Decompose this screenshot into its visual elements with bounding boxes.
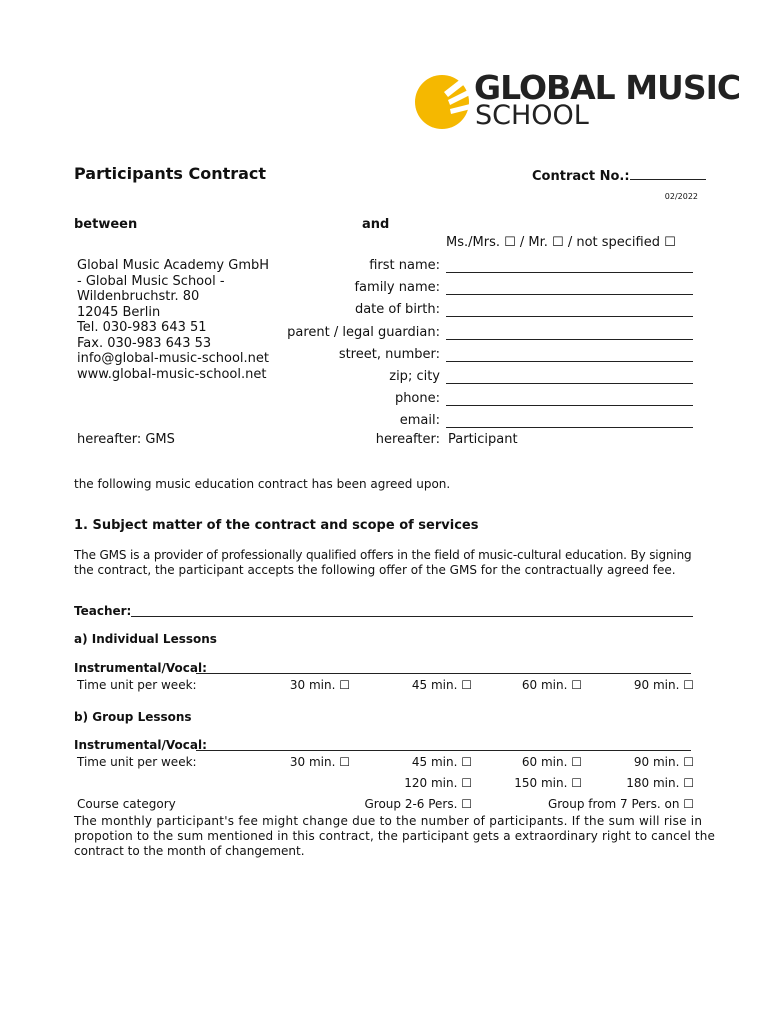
group-option-120[interactable]: 120 min. ☐ [404,776,472,790]
section1-paragraph-line: The GMS is a provider of professionally qualified offers in the field of music-cultural education. By signing [74,548,692,562]
category-option-small[interactable]: Group 2-6 Pers. ☐ [364,797,472,811]
email-field[interactable] [446,413,693,428]
group-lessons-heading: b) Group Lessons [74,710,192,724]
first-name-field[interactable] [446,258,693,273]
group-option-45[interactable]: 45 min. ☐ [411,755,472,769]
teacher-field[interactable] [131,603,693,617]
fee-paragraph-line: propotion to the sum mentioned in this contract, the participant gets a extraordinary right to cancel the [74,829,716,843]
contract-number-field[interactable] [630,167,706,180]
logo-line2: SCHOOL [475,100,589,131]
group-option-30[interactable]: 30 min. ☐ [289,755,350,769]
participant-hereafter-label: hereafter: [375,432,440,447]
gms-address-line: Fax. 030-983 643 53 [77,335,212,351]
group-option-60[interactable]: 60 min. ☐ [521,755,582,769]
section1-heading: 1. Subject matter of the contract and scope of services [74,518,479,533]
participant-hereafter-value: Participant [448,432,518,447]
logo [414,68,741,132]
individual-lessons-heading: a) Individual Lessons [74,632,217,646]
family-name-field[interactable] [446,280,693,295]
street-field[interactable] [446,347,693,362]
group-option-180[interactable]: 180 min. ☐ [626,776,694,790]
group-time-label: Time unit per week: [77,755,197,769]
field-label-zip-city: zip; city [389,369,440,384]
gms-address-line: Global Music Academy GmbH [77,258,270,273]
fee-paragraph-line: contract to the month of changement. [74,844,305,858]
individual-option-45[interactable]: 45 min. ☐ [411,678,472,692]
logo-mark-icon [414,70,476,132]
and-label: and [362,217,390,232]
phone-field[interactable] [446,391,693,406]
between-label: between [74,217,138,232]
group-option-90[interactable]: 90 min. ☐ [633,755,694,769]
individual-instrument-label: Instrumental/Vocal: [74,661,207,675]
agreement-text: the following music education contract has been agreed upon. [74,477,451,491]
gms-address-line: www.global-music-school.net [77,366,267,382]
group-instrument-label: Instrumental/Vocal: [74,738,207,752]
individual-option-60[interactable]: 60 min. ☐ [521,678,582,692]
gms-hereafter: hereafter: GMS [77,432,175,447]
version-label: 02/2022 [664,192,698,201]
logo-line1: GLOBAL MUSIC [474,68,741,107]
fee-paragraph-line: The monthly participant's fee might change due to the number of participants. If the sum will rise in [74,814,703,828]
individual-instrument-field[interactable] [196,660,691,674]
section1-paragraph-line: the contract, the participant accepts the following offer of the GMS for the contractually agreed fee. [74,563,676,577]
contract-number [532,167,706,184]
field-label-family-name: family name: [354,280,440,295]
gms-address-line: 12045 Berlin [77,304,161,320]
field-label-email: email: [399,413,440,428]
gms-address-line: Wildenbruchstr. 80 [77,289,200,304]
individual-option-90[interactable]: 90 min. ☐ [633,678,694,692]
page-title: Participants Contract [74,164,267,183]
gms-address-line: Tel. 030-983 643 51 [77,320,207,335]
group-instrument-field[interactable] [196,737,691,751]
salutation-options[interactable]: Ms./Mrs. ☐ / Mr. ☐ / not specified ☐ [446,235,676,250]
contract-number-label: Contract No.: [532,169,630,184]
zip-city-field[interactable] [446,369,693,384]
individual-option-30[interactable]: 30 min. ☐ [289,678,350,692]
gms-address [77,258,269,382]
fee-paragraph [74,814,716,859]
field-label-phone: phone: [394,391,440,406]
field-label-street: street, number: [338,347,440,362]
teacher-label: Teacher: [74,604,132,618]
course-category-label: Course category [77,797,176,811]
gms-address-line: info@global-music-school.net [77,351,269,366]
gms-address-line: - Global Music School - [77,273,225,289]
individual-time-label: Time unit per week: [77,678,197,692]
section1-paragraph [74,548,698,578]
field-label-date-of-birth: date of birth: [354,302,440,317]
field-label-guardian: parent / legal guardian: [287,325,440,340]
category-option-large[interactable]: Group from 7 Pers. on ☐ [547,797,694,811]
date-of-birth-field[interactable] [446,302,693,317]
group-option-150[interactable]: 150 min. ☐ [514,776,582,790]
guardian-field[interactable] [446,325,693,340]
field-label-first-name: first name: [369,258,440,273]
